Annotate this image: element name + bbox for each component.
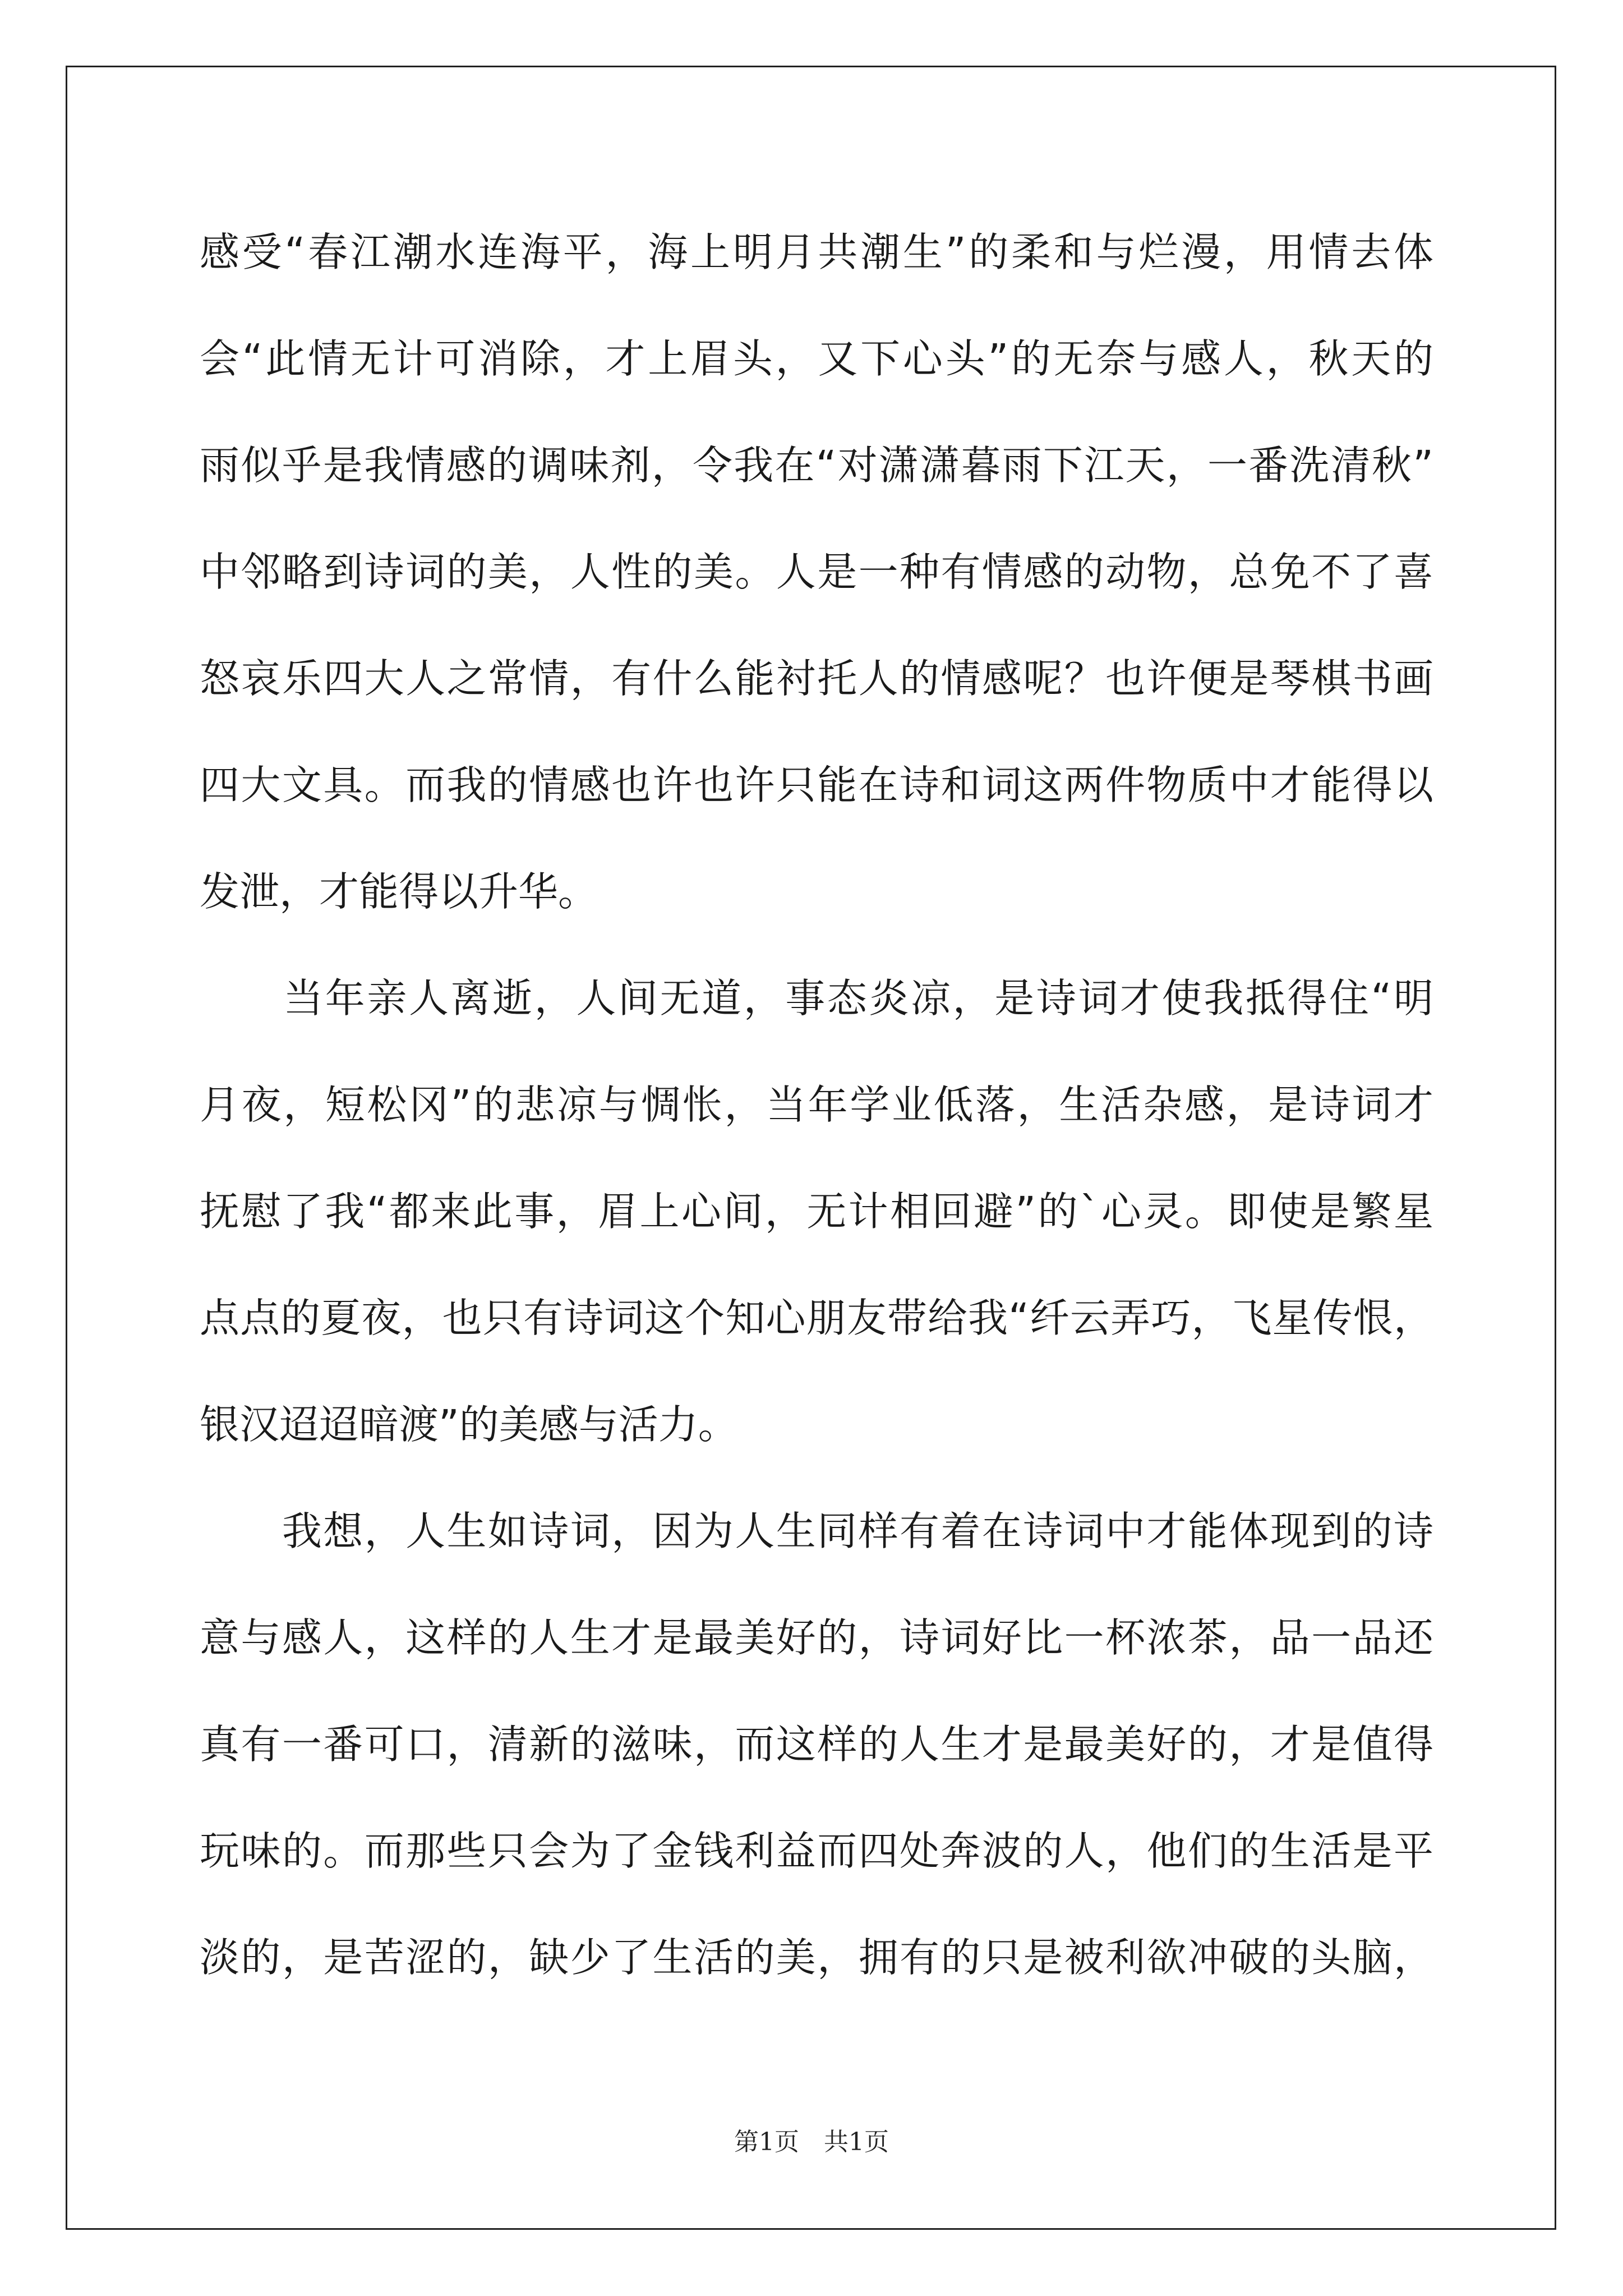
- page-number: 第1页: [734, 2128, 799, 2156]
- text-line: 我想，人生如诗词，因为人生同样有着在诗词中才能体现到的诗: [200, 1508, 1433, 1554]
- text-line: 感受“春江潮水连海平，海上明月共潮生”的柔和与烂漫，用情去体: [200, 229, 1433, 275]
- text-line: 当年亲人离逝，人间无道，事态炎凉，是诗词才使我抵得住“明: [200, 975, 1433, 1022]
- text-line: 淡的，是苦涩的，缺少了生活的美，拥有的只是被利欲冲破的头脑，: [200, 1934, 1433, 1981]
- text-line: 发泄，才能得以升华。: [200, 868, 598, 915]
- text-line: 真有一番可口，清新的滋味，而这样的人生才是最美好的，才是值得: [200, 1721, 1433, 1768]
- text-line: 银汉迢迢暗渡”的美感与活力。: [200, 1401, 738, 1448]
- text-line: 中邻略到诗词的美，人性的美。人是一种有情感的动物，总免不了喜: [200, 549, 1433, 595]
- text-line: 雨似乎是我情感的调味剂，令我在“对潇潇暮雨下江天，一番洗清秋”: [200, 442, 1433, 489]
- text-line: 抚慰了我“都来此事，眉上心间，无计相回避”的`心灵。即使是繁星: [200, 1188, 1433, 1235]
- essay-body: [200, 199, 1433, 2011]
- text-line: 意与感人，这样的人生才是最美好的，诗词好比一杯浓茶，品一品还: [200, 1614, 1433, 1661]
- text-line: 四大文具。而我的情感也许也许只能在诗和词这两件物质中才能得以: [200, 762, 1433, 808]
- text-line: 点点的夏夜，也只有诗词这个知心朋友带给我“纤云弄巧，飞星传恨，: [200, 1295, 1433, 1341]
- text-line: 月夜，短松冈”的悲凉与惆怅，当年学业低落，生活杂感，是诗词才: [200, 1082, 1433, 1128]
- text-line: 怒哀乐四大人之常情，有什么能衬托人的情感呢？也许便是琴棋书画: [200, 655, 1433, 702]
- text-line: 会“此情无计可消除，才上眉头，又下心头”的无奈与感人，秋天的: [200, 335, 1433, 382]
- page-total: 共1页: [824, 2128, 889, 2156]
- page-footer: [0, 2122, 1623, 2157]
- text-line: 玩味的。而那些只会为了金钱利益而四处奔波的人，他们的生活是平: [200, 1828, 1433, 1874]
